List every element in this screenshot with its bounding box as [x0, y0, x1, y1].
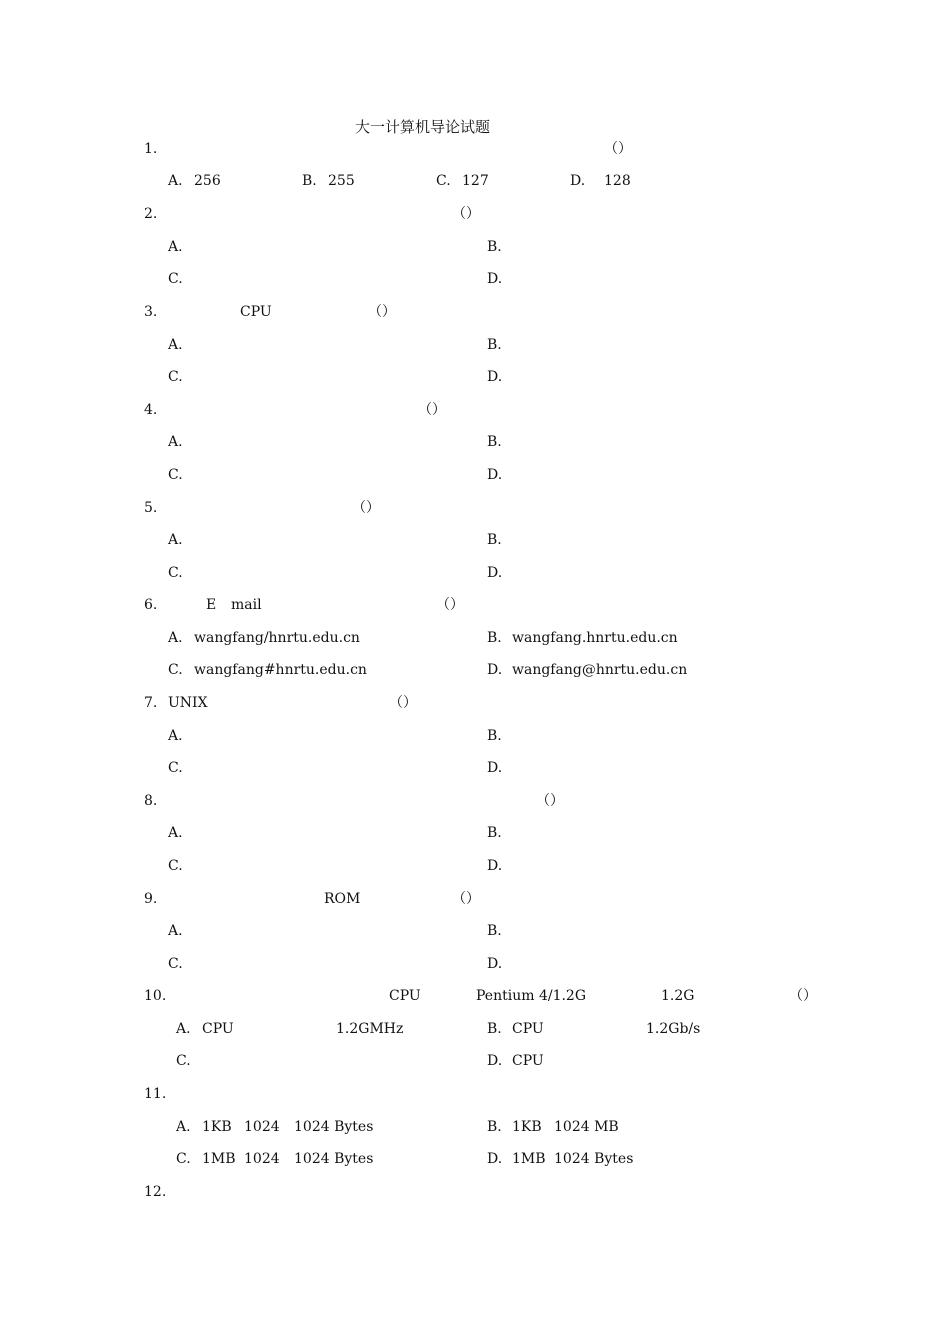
option-c-label: C.: [168, 858, 183, 874]
option-b-text: CPU: [512, 1021, 544, 1037]
option-b-label: B.: [487, 825, 502, 841]
option-d-text: 1024 Bytes: [554, 1151, 634, 1167]
option-b-label: B.: [487, 532, 502, 548]
question-number: 2.: [144, 206, 158, 222]
option-a-label: A.: [168, 337, 183, 353]
question-text: CPU: [240, 304, 272, 320]
question-text: mail: [231, 597, 262, 613]
question-number: 1.: [144, 141, 158, 157]
option-a-label: A.: [168, 825, 183, 841]
answer-paren: （）: [452, 891, 480, 907]
option-d-text: 128: [604, 173, 631, 189]
option-d-label: D.: [487, 369, 503, 385]
option-a-label: A.: [168, 923, 183, 939]
option-d-text: wangfang@hnrtu.edu.cn: [512, 662, 688, 678]
option-c-text: 127: [462, 173, 489, 189]
option-d-text: 1MB: [512, 1151, 546, 1167]
question-text: ROM: [324, 891, 361, 907]
option-c-label: C.: [168, 467, 183, 483]
option-a-label: A.: [176, 1119, 191, 1135]
option-a-label: A.: [168, 434, 183, 450]
question-text: 1.2G: [661, 988, 695, 1004]
option-a-label: A.: [168, 728, 183, 744]
option-d-label: D.: [570, 173, 586, 189]
option-a-text: 1024: [244, 1119, 280, 1135]
option-b-label: B.: [487, 923, 502, 939]
question-text: UNIX: [168, 695, 208, 711]
option-c-label: C.: [436, 173, 451, 189]
answer-paren: （）: [604, 141, 632, 157]
option-a-text: 1024 Bytes: [294, 1119, 374, 1135]
answer-paren: （）: [452, 206, 480, 222]
option-b-label: B.: [487, 1119, 502, 1135]
option-d-label: D.: [487, 858, 503, 874]
option-b-label: B.: [487, 1021, 502, 1037]
option-c-text: 1MB: [202, 1151, 236, 1167]
option-d-label: D.: [487, 662, 503, 678]
question-number: 11.: [144, 1086, 167, 1102]
option-d-text: CPU: [512, 1053, 544, 1069]
option-c-label: C.: [168, 369, 183, 385]
option-d-label: D.: [487, 467, 503, 483]
option-b-label: B.: [487, 434, 502, 450]
option-a-text: 1.2GMHz: [336, 1021, 404, 1037]
question-number: 10.: [144, 988, 167, 1004]
option-a-text: 1KB: [202, 1119, 232, 1135]
option-d-label: D.: [487, 956, 503, 972]
option-c-label: C.: [168, 956, 183, 972]
option-b-label: B.: [487, 239, 502, 255]
question-number: 9.: [144, 891, 158, 907]
option-d-label: D.: [487, 271, 503, 287]
question-number: 5.: [144, 500, 158, 516]
option-d-label: D.: [487, 1053, 503, 1069]
option-c-label: C.: [168, 565, 183, 581]
option-a-label: A.: [168, 630, 183, 646]
option-b-label: B.: [487, 728, 502, 744]
option-c-label: C.: [168, 760, 183, 776]
option-c-label: C.: [176, 1151, 191, 1167]
option-d-label: D.: [487, 760, 503, 776]
question-text: CPU: [389, 988, 421, 1004]
question-number: 4.: [144, 402, 158, 418]
question-number: 8.: [144, 793, 158, 809]
option-b-label: B.: [487, 337, 502, 353]
option-c-label: C.: [176, 1053, 191, 1069]
option-a-label: A.: [168, 239, 183, 255]
answer-paren: （）: [418, 402, 446, 418]
question-number: 7.: [144, 695, 158, 711]
option-b-text: 1024 MB: [554, 1119, 619, 1135]
option-b-label: B.: [487, 630, 502, 646]
option-b-label: B.: [302, 173, 317, 189]
answer-paren: （）: [389, 695, 417, 711]
option-b-text: 255: [328, 173, 355, 189]
option-d-label: D.: [487, 565, 503, 581]
question-number: 6.: [144, 597, 158, 613]
option-a-text: wangfang/hnrtu.edu.cn: [194, 630, 360, 646]
option-c-text: 1024 Bytes: [294, 1151, 374, 1167]
option-b-text: wangfang.hnrtu.edu.cn: [512, 630, 678, 646]
question-text: Pentium 4/1.2G: [476, 988, 587, 1004]
question-number: 3.: [144, 304, 158, 320]
page-title: 大一计算机导论试题: [355, 118, 491, 136]
option-d-label: D.: [487, 1151, 503, 1167]
option-c-label: C.: [168, 271, 183, 287]
option-a-text: 256: [194, 173, 221, 189]
option-c-text: 1024: [244, 1151, 280, 1167]
option-a-label: A.: [176, 1021, 191, 1037]
answer-paren: （）: [436, 597, 464, 613]
question-text: E: [206, 597, 217, 613]
option-c-text: wangfang#hnrtu.edu.cn: [194, 662, 367, 678]
option-b-text: 1KB: [512, 1119, 542, 1135]
answer-paren: （）: [368, 304, 396, 320]
answer-paren: （）: [789, 988, 817, 1004]
option-a-text: CPU: [202, 1021, 234, 1037]
option-a-label: A.: [168, 173, 183, 189]
option-b-text: 1.2Gb/s: [646, 1021, 701, 1037]
option-a-label: A.: [168, 532, 183, 548]
answer-paren: （）: [536, 793, 564, 809]
answer-paren: （）: [352, 500, 380, 516]
question-number: 12.: [144, 1184, 167, 1200]
option-c-label: C.: [168, 662, 183, 678]
